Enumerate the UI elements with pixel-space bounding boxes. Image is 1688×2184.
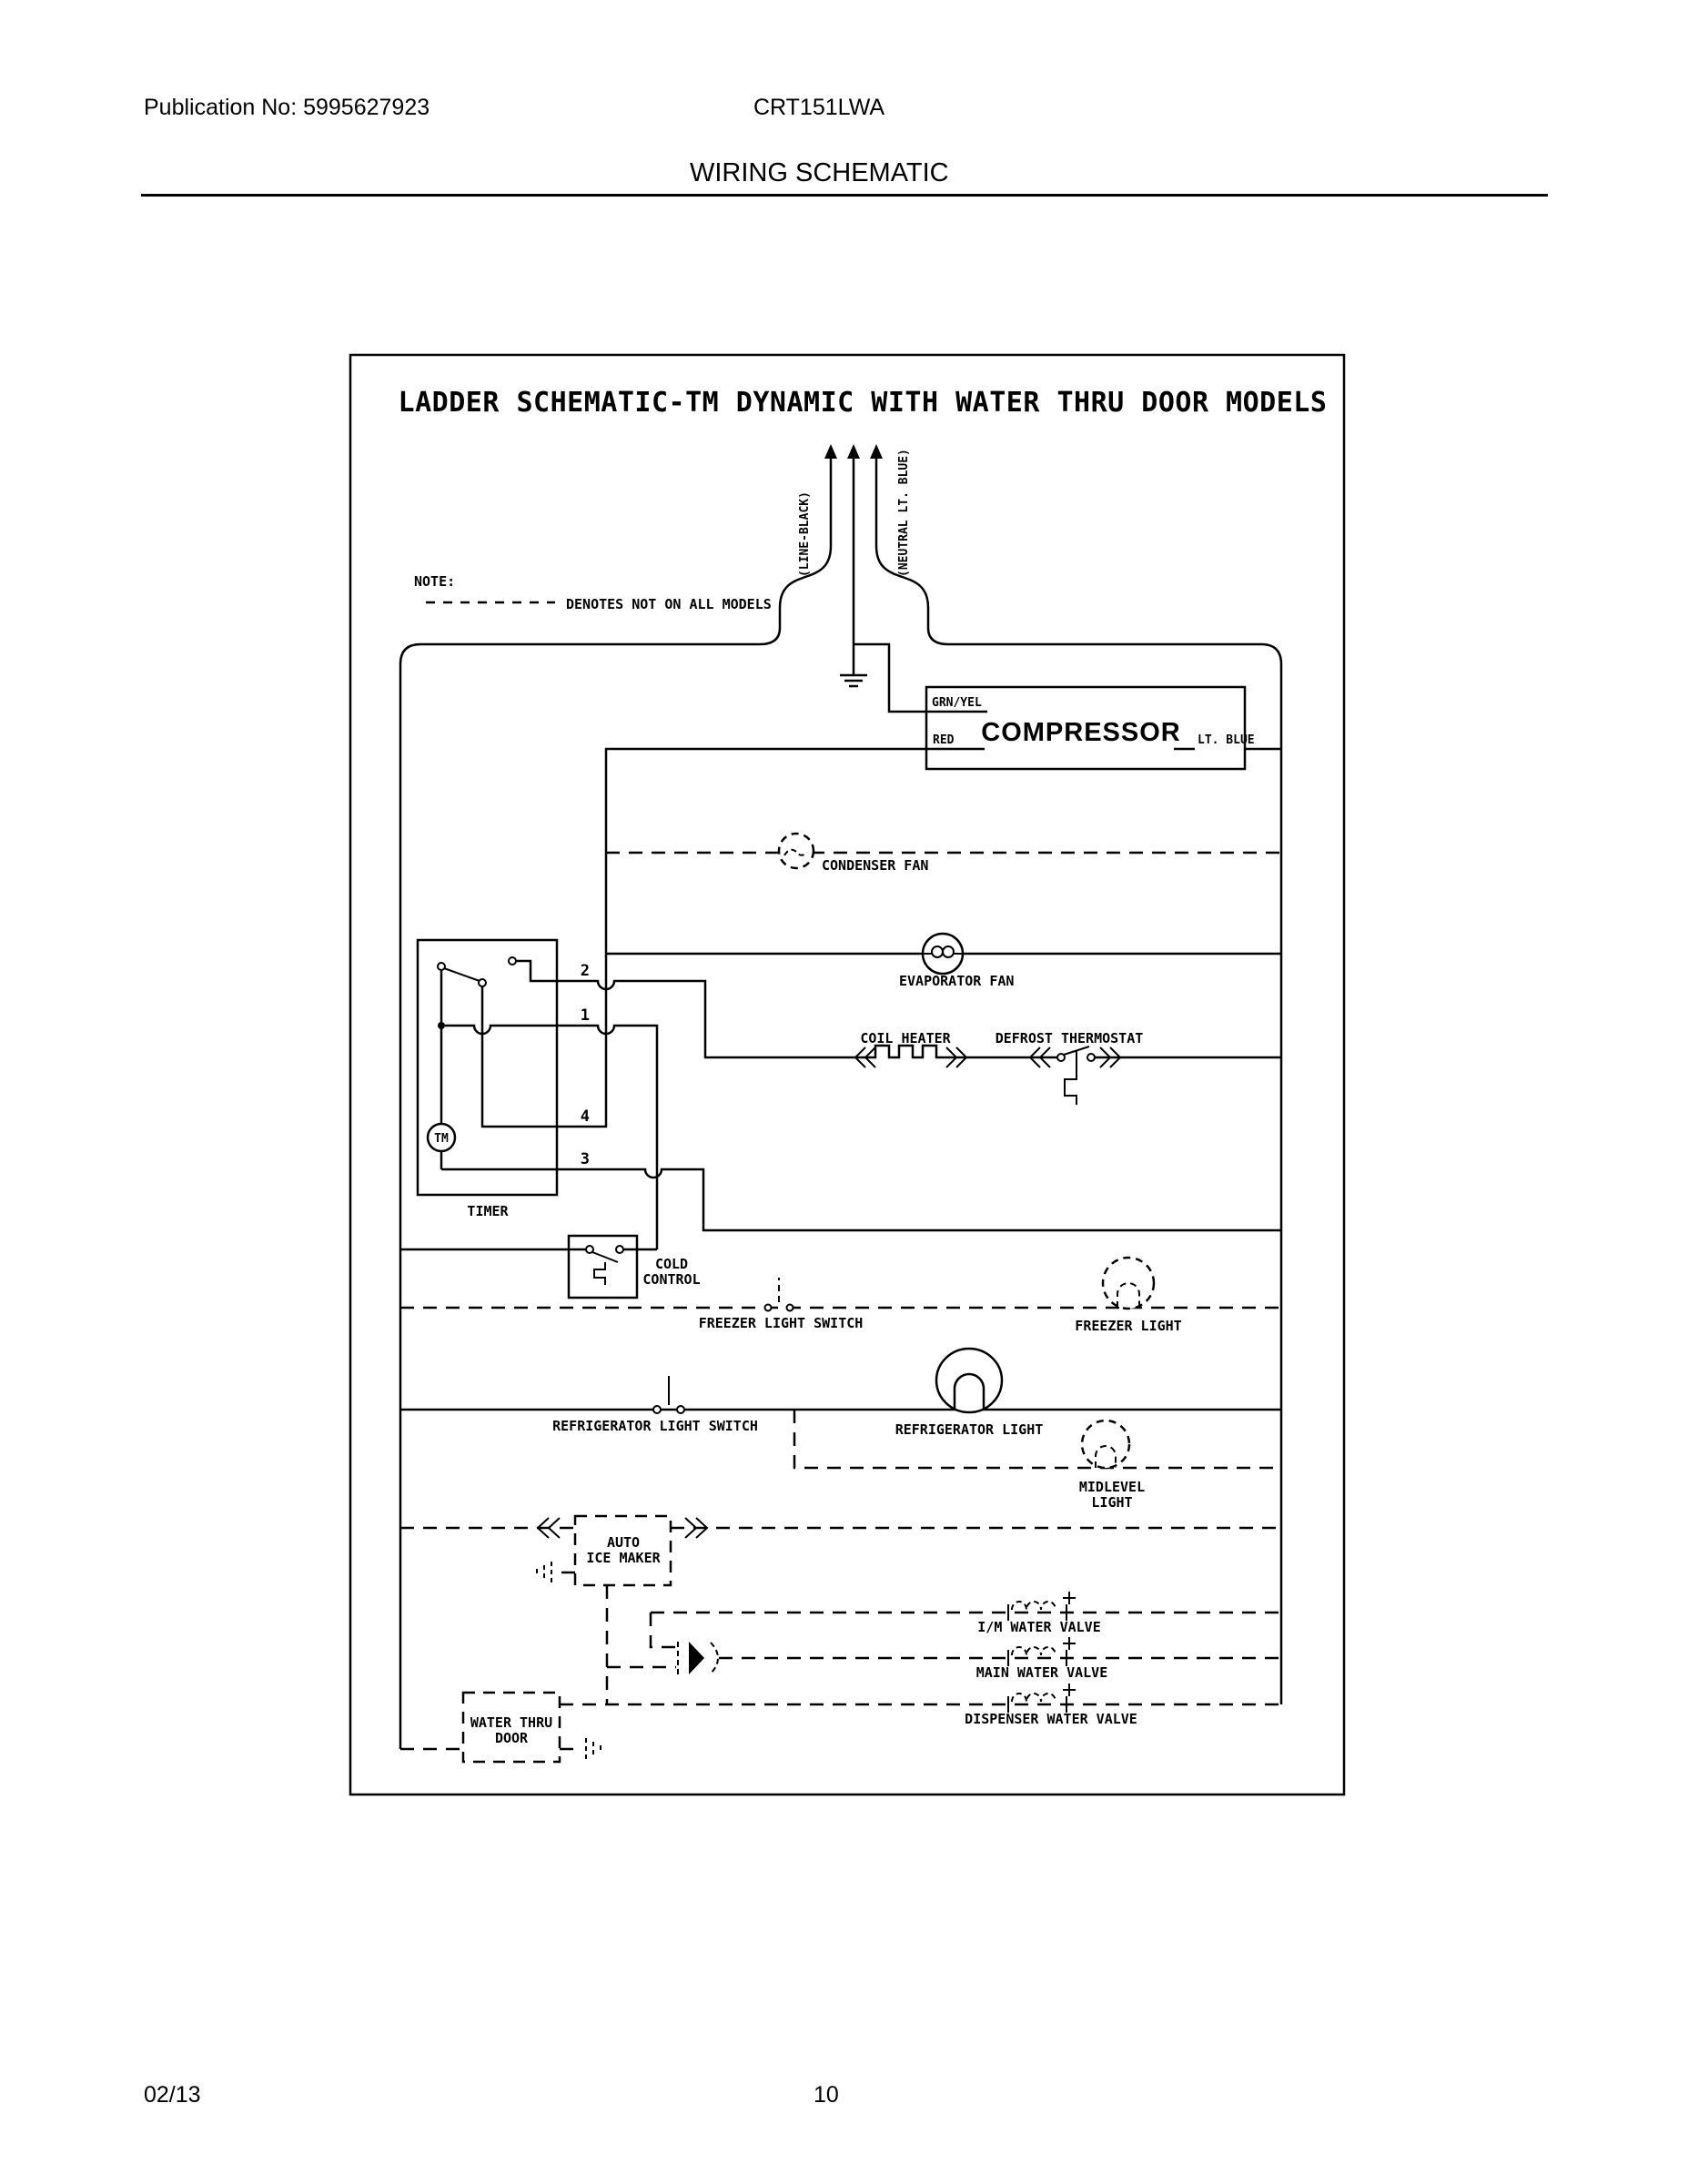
dispenser-water-valve-label: DISPENSER WATER VALVE (965, 1711, 1137, 1727)
evaporator-fan-label: EVAPORATOR FAN (899, 973, 1015, 989)
refrigerator-light-switch-label: REFRIGERATOR LIGHT SWITCH (552, 1418, 758, 1434)
condenser-fan-label: CONDENSER FAN (822, 857, 929, 874)
schematic-border (350, 355, 1344, 1795)
schematic-title: LADDER SCHEMATIC-TM DYNAMIC WITH WATER THRU DOOR MODELS (398, 387, 1328, 419)
timer-switch-arm (444, 968, 480, 981)
freezer-light-label: FREEZER LIGHT (1075, 1318, 1182, 1334)
chassis-ground-icon (586, 1738, 601, 1760)
cold-control-bellows (594, 1262, 605, 1285)
compressor-in-wire-label: RED (933, 733, 955, 747)
inline-connector-icon (678, 1642, 718, 1674)
timer-box (418, 940, 557, 1195)
dashed-wires (400, 602, 1281, 1749)
earth-ground-icon (840, 675, 867, 686)
midlevel-light-icon (1082, 1421, 1129, 1468)
auto-ice-maker-label-1: AUTO (606, 1534, 641, 1551)
refrigerator-light-switch-icon (653, 1376, 684, 1413)
freezer-light-switch-icon (765, 1278, 793, 1311)
water-thru-door-label-2: DOOR (494, 1730, 529, 1746)
compressor-label: COMPRESSOR (981, 718, 1181, 747)
timer-terminal-4: 4 (580, 1107, 590, 1126)
chassis-ground-icon (537, 1562, 551, 1583)
timer-label: TIMER (467, 1203, 509, 1219)
defrost-circuit-icons (855, 1046, 1120, 1105)
publication-number: Publication No: 5995627923 (144, 95, 430, 120)
page-title: WIRING SCHEMATIC (690, 158, 949, 187)
footer-date: 02/13 (144, 2082, 201, 2108)
compressor-out-wire-label: LT. BLUE (1198, 733, 1255, 747)
midlevel-light-branch (794, 1410, 1281, 1468)
evaporator-fan-icon (923, 934, 963, 974)
water-valve-coil-icons (1008, 1592, 1076, 1713)
compressor-ground-wire-label: GRN/YEL (932, 696, 982, 710)
connector-upper-stub (651, 1613, 676, 1647)
cold-control-arm (592, 1252, 618, 1262)
model-number: CRT151LWA (753, 95, 885, 120)
cold-control-label-2: CONTROL (642, 1271, 701, 1288)
component-boxes (418, 687, 1245, 1762)
cold-control-internals (586, 1246, 623, 1285)
im-water-valve-label: I/M WATER VALVE (977, 1619, 1101, 1635)
cold-control-box (569, 1236, 637, 1298)
line-wire-label: (LINE-BLACK) (798, 491, 812, 577)
refrigerator-light-icon (936, 1349, 1002, 1412)
footer-page-number: 10 (814, 2082, 839, 2108)
dispenser-valve-coil-icon (1008, 1684, 1076, 1713)
cold-control-label-1: COLD (654, 1256, 689, 1272)
timer-terminal-2: 2 (580, 962, 590, 980)
main-valve-coil-icon (1008, 1637, 1076, 1666)
timer-terminal-1: 1 (580, 1006, 590, 1025)
junction-dot (438, 1022, 445, 1029)
condenser-fan-icon (779, 834, 814, 868)
refrigerator-light-label: REFRIGERATOR LIGHT (895, 1421, 1044, 1438)
defrost-thermostat-label: DEFROST THERMOSTAT (995, 1030, 1144, 1046)
coil-heater-label: COIL HEATER (860, 1030, 951, 1046)
freezer-light-icon (1103, 1258, 1154, 1309)
freezer-light-switch-label: FREEZER LIGHT SWITCH (698, 1315, 864, 1331)
im-valve-coil-icon (1008, 1592, 1076, 1621)
neutral-wire-label: (NEUTRAL LT. BLUE) (897, 449, 911, 577)
auto-ice-maker-label-2: ICE MAKER (586, 1550, 661, 1566)
note-label: NOTE: (414, 573, 456, 590)
midlevel-light-label-2: LIGHT (1091, 1494, 1133, 1511)
main-water-valve-label: MAIN WATER VALVE (975, 1664, 1108, 1681)
water-thru-door-label-1: WATER THRU (470, 1714, 553, 1731)
timer-motor-label: TM (434, 1132, 449, 1146)
midlevel-light-label-1: MIDLEVEL (1078, 1479, 1146, 1495)
timer-terminal-3: 3 (580, 1150, 590, 1168)
power-arrow-icons (824, 444, 883, 459)
solid-wires (400, 444, 1281, 1749)
thermostat-bimetal (1065, 1050, 1076, 1105)
note-text: DENOTES NOT ON ALL MODELS (566, 596, 772, 612)
